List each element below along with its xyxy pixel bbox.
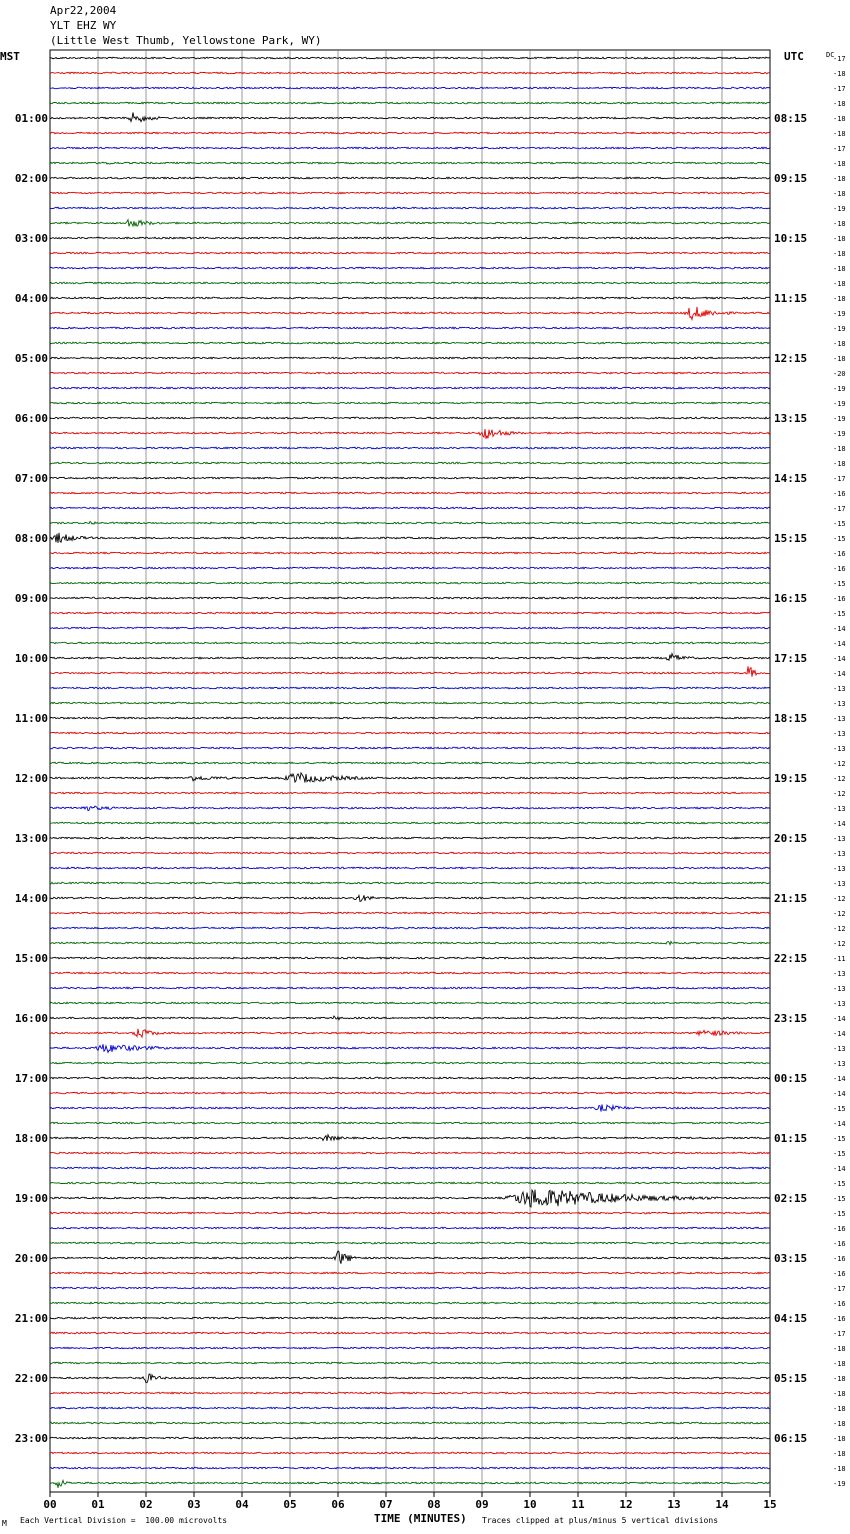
dc-offset-label: -15 [833,1210,846,1218]
trace-line [50,1062,770,1064]
trace-line [50,429,770,439]
dc-offset-label: -19 [833,325,846,333]
dc-offset-label: -18 [833,115,846,123]
dc-offset-label: -15 [833,610,846,618]
dc-offset-label: -18 [833,130,846,138]
trace-line [50,702,770,704]
trace-line [50,762,770,764]
trace-line [50,132,770,134]
x-tick-label: 14 [715,1498,729,1511]
trace-line [50,1167,770,1169]
x-tick-label: 09 [475,1498,489,1511]
x-tick-label: 02 [139,1498,153,1511]
trace-line [50,72,770,74]
left-hour-label: 10:00 [14,652,48,665]
dc-offset-label: -14 [833,625,846,633]
trace-line [50,1437,770,1439]
dc-offset-label: -11 [833,955,846,963]
dc-offset-label: -13 [833,1045,846,1053]
dc-offset-label: -17 [833,1285,846,1293]
dc-offset-label: -19 [833,430,846,438]
trace-line [50,654,770,661]
dc-offset-label: -18 [833,1420,846,1428]
trace-line [50,1122,770,1124]
dc-offset-label: -14 [833,1165,846,1173]
trace-line [50,1480,770,1487]
x-tick-label: 15 [763,1498,777,1511]
trace-line [50,957,770,959]
trace-line [50,307,770,320]
x-tick-label: 13 [667,1498,681,1511]
dc-offset-label: -12 [833,760,846,768]
dc-offset-label: -19 [833,400,846,408]
left-axis-label: MST [0,50,20,63]
dc-offset-label: -15 [833,1150,846,1158]
dc-offset-label: -18 [833,460,846,468]
trace-line [50,582,770,584]
dc-offset-label: -17 [833,1330,846,1338]
trace-line [50,1347,770,1349]
dc-offset-label: -16 [833,1240,846,1248]
dc-offset-label: -13 [833,880,846,888]
trace-line [50,927,770,929]
trace-line [50,237,770,239]
trace-line [50,867,770,869]
dc-offset-label: -18 [833,340,846,348]
trace-line [50,1374,770,1383]
x-tick-label: 10 [523,1498,537,1511]
left-hour-label: 14:00 [14,892,48,905]
dc-offset-label: -12 [833,790,846,798]
left-hour-label: 04:00 [14,292,48,305]
trace-line [50,87,770,89]
trace-line [50,627,770,629]
dc-offset-label: -18 [833,265,846,273]
dc-offset-label: -16 [833,550,846,558]
trace-line [50,1287,770,1289]
scale-note: Each Vertical Division = 100.00 microvolts [20,1516,228,1525]
right-hour-label: 03:15 [774,1252,808,1265]
dc-offset-label: -14 [833,670,846,678]
trace-line [50,1392,770,1394]
trace-line [50,57,770,59]
trace-line [50,732,770,734]
trace-line [50,1362,770,1364]
trace-line [50,882,770,884]
left-hour-label: 18:00 [14,1132,48,1145]
trace-line [50,1332,770,1334]
trace-line [50,612,770,614]
trace-line [50,552,770,554]
trace-line [50,342,770,344]
trace-line [50,1190,770,1207]
dc-offset-label: -14 [833,820,846,828]
dc-offset-label: -15 [833,520,846,528]
trace-line [50,687,770,689]
trace-line [50,747,770,749]
dc-offset-label: -12 [833,910,846,918]
x-tick-label: 05 [283,1498,297,1511]
left-hour-label: 11:00 [14,712,48,725]
dc-offset-label: -13 [833,835,846,843]
trace-line [50,1182,770,1184]
right-hour-label: 14:15 [774,472,808,485]
dc-offset-label: -19 [833,1480,846,1488]
trace-line [50,941,770,944]
dc-offset-label: -17 [833,55,846,63]
dc-offset-label: -18 [833,1435,846,1443]
dc-offset-label: -13 [833,685,846,693]
trace-line [50,1407,770,1409]
trace-line [50,357,770,359]
dc-offset-label: -15 [833,1105,846,1113]
dc-offset-label: -18 [833,220,846,228]
trace-line [50,533,770,543]
x-tick-label: 01 [91,1498,105,1511]
trace-line [50,666,770,676]
trace-line [50,912,770,914]
right-hour-label: 17:15 [774,652,808,665]
trace-line [50,282,770,284]
trace-line [50,207,770,209]
right-hour-label: 18:15 [774,712,808,725]
right-hour-label: 16:15 [774,592,808,605]
x-tick-label: 03 [187,1498,201,1511]
x-tick-label: 04 [235,1498,249,1511]
trace-line [50,447,770,449]
trace-line [50,806,770,811]
trace-line [50,1135,770,1141]
trace-line [50,895,770,901]
right-hour-label: 15:15 [774,532,808,545]
right-hour-label: 09:15 [774,172,808,185]
trace-line [50,220,770,227]
trace-line [50,417,770,419]
trace-line [50,1152,770,1154]
dc-offset-label: -19 [833,415,846,423]
right-hour-label: 23:15 [774,1012,808,1025]
right-hour-label: 12:15 [774,352,808,365]
trace-line [50,102,770,104]
dc-offset-label: -16 [833,1270,846,1278]
trace-line [50,1251,770,1264]
trace-line [50,1077,770,1079]
right-hour-label: 19:15 [774,772,808,785]
trace-line [50,822,770,824]
trace-line [50,972,770,974]
location-label: (Little West Thumb, Yellowstone Park, WY) [50,34,322,47]
dc-offset-label: -13 [833,730,846,738]
dc-offset-label: -15 [833,1180,846,1188]
trace-line [50,597,770,599]
trace-line [50,1272,770,1274]
x-tick-label: 12 [619,1498,633,1511]
dc-offset-label: -18 [833,355,846,363]
right-hour-label: 05:15 [774,1372,808,1385]
dc-offset-label: -16 [833,1315,846,1323]
trace-line [50,852,770,854]
left-hour-label: 23:00 [14,1432,48,1445]
left-hour-label: 02:00 [14,172,48,185]
right-hour-label: 02:15 [774,1192,808,1205]
dc-offset-label: -18 [833,445,846,453]
left-hour-label: 08:00 [14,532,48,545]
station-label: YLT EHZ WY [50,19,117,32]
trace-line [50,987,770,989]
dc-offset-label: -15 [833,580,846,588]
right-hour-label: 11:15 [774,292,808,305]
dc-offset-label: -14 [833,1030,846,1038]
trace-line [50,113,770,122]
trace-line [50,717,770,719]
dc-offset-label: -13 [833,715,846,723]
trace-line [50,1302,770,1304]
date-label: Apr22,2004 [50,4,117,17]
dc-offset-label: -12 [833,895,846,903]
trace-line [50,147,770,149]
left-hour-label: 20:00 [14,1252,48,1265]
dc-offset-label: -18 [833,1345,846,1353]
dc-offset-label: -16 [833,595,846,603]
trace-line [50,192,770,194]
right-hour-label: 20:15 [774,832,808,845]
dc-offset-label: -18 [833,280,846,288]
dc-offset-label: -13 [833,970,846,978]
dc-offset-label: -15 [833,1135,846,1143]
right-hour-label: 08:15 [774,112,808,125]
dc-offset-label: -17 [833,505,846,513]
dc-offset-label: -13 [833,805,846,813]
trace-line [50,773,770,783]
dc-offset-label: -18 [833,1465,846,1473]
dc-offset-label: -18 [833,190,846,198]
dc-offset-label: -13 [833,865,846,873]
x-tick-label: 08 [427,1498,441,1511]
trace-line [50,1422,770,1424]
left-hour-label: 13:00 [14,832,48,845]
left-hour-label: 19:00 [14,1192,48,1205]
trace-line [50,507,770,509]
right-hour-label: 10:15 [774,232,808,245]
clip-note: Traces clipped at plus/minus 5 vertical divisions [482,1516,719,1525]
left-hour-label: 07:00 [14,472,48,485]
left-hour-label: 09:00 [14,592,48,605]
trace-line [50,1002,770,1004]
dc-offset-label: -14 [833,655,846,663]
trace-line [50,792,770,794]
right-hour-label: 13:15 [774,412,808,425]
trace-line [50,1104,770,1111]
right-hour-label: 06:15 [774,1432,808,1445]
left-hour-label: 22:00 [14,1372,48,1385]
dc-offset-label: -17 [833,475,846,483]
left-hour-label: 15:00 [14,952,48,965]
dc-offset-label: -13 [833,745,846,753]
left-hour-label: 16:00 [14,1012,48,1025]
dc-offset-label: -18 [833,1405,846,1413]
dc-offset-label: -18 [833,295,846,303]
dc-offset-label: -16 [833,490,846,498]
dc-offset-label: -19 [833,385,846,393]
dc-offset-label: -16 [833,565,846,573]
trace-line [50,162,770,164]
dc-offset-label: -16 [833,1300,846,1308]
x-tick-label: 00 [43,1498,57,1511]
dc-offset-label: -17 [833,85,846,93]
trace-line [50,1242,770,1244]
plot-frame [50,50,770,1492]
dc-offset-label: -14 [833,1075,846,1083]
trace-line [50,567,770,569]
right-hour-label: 21:15 [774,892,808,905]
right-hour-label: 00:15 [774,1072,808,1085]
dc-offset-label: -16 [833,1225,846,1233]
trace-line [50,1452,770,1454]
dc-offset-label: -13 [833,985,846,993]
trace-line [50,462,770,464]
dc-offset-label: -12 [833,775,846,783]
dc-offset-label: -13 [833,1000,846,1008]
trace-line [50,1212,770,1214]
corner-mark: M [2,1519,7,1528]
dc-offset-label: -18 [833,1450,846,1458]
dc-offset-label: -12 [833,925,846,933]
dc-label: DC [826,51,835,59]
dc-offset-label: -14 [833,1015,846,1023]
right-axis-label: UTC [784,50,804,63]
left-hour-label: 21:00 [14,1312,48,1325]
x-tick-label: 11 [571,1498,585,1511]
trace-line [50,267,770,269]
dc-offset-label: -19 [833,310,846,318]
trace-line [50,642,770,644]
trace-line [50,1016,770,1020]
right-hour-label: 22:15 [774,952,808,965]
trace-line [50,1467,770,1469]
trace-line [50,1029,770,1037]
dc-offset-label: -15 [833,535,846,543]
x-tick-label: 07 [379,1498,393,1511]
dc-offset-label: -18 [833,1375,846,1383]
dc-offset-label: -18 [833,175,846,183]
trace-line [50,252,770,254]
trace-line [50,177,770,179]
trace-line [50,402,770,404]
trace-line [50,837,770,839]
dc-offset-label: -14 [833,1120,846,1128]
trace-line [50,1317,770,1319]
trace-line [50,387,770,389]
dc-offset-label: -18 [833,1390,846,1398]
dc-offset-label: -18 [833,70,846,78]
trace-line [50,297,770,299]
x-tick-label: 06 [331,1498,345,1511]
dc-offset-label: -13 [833,850,846,858]
dc-offset-label: -18 [833,250,846,258]
dc-offset-label: -16 [833,1255,846,1263]
dc-offset-label: -20 [833,370,846,378]
dc-offset-label: -13 [833,700,846,708]
trace-line [50,477,770,479]
right-hour-label: 04:15 [774,1312,808,1325]
trace-line [50,372,770,374]
dc-offset-label: -13 [833,1060,846,1068]
dc-offset-label: -17 [833,145,846,153]
x-axis-title: TIME (MINUTES) [374,1512,467,1525]
left-hour-label: 05:00 [14,352,48,365]
trace-line [50,492,770,494]
left-hour-label: 03:00 [14,232,48,245]
right-hour-label: 01:15 [774,1132,808,1145]
dc-offset-label: -18 [833,235,846,243]
dc-offset-label: -18 [833,160,846,168]
left-hour-label: 06:00 [14,412,48,425]
left-hour-label: 17:00 [14,1072,48,1085]
dc-offset-label: -14 [833,640,846,648]
left-hour-label: 12:00 [14,772,48,785]
dc-offset-label: -14 [833,1090,846,1098]
trace-line [50,1227,770,1229]
left-hour-label: 01:00 [14,112,48,125]
dc-offset-label: -12 [833,940,846,948]
trace-line [50,1044,770,1052]
trace-line [50,521,770,524]
trace-line [50,1092,770,1094]
dc-offset-label: -19 [833,205,846,213]
trace-line [50,327,770,329]
dc-offset-label: -18 [833,100,846,108]
dc-offset-label: -15 [833,1195,846,1203]
dc-offset-label: -18 [833,1360,846,1368]
